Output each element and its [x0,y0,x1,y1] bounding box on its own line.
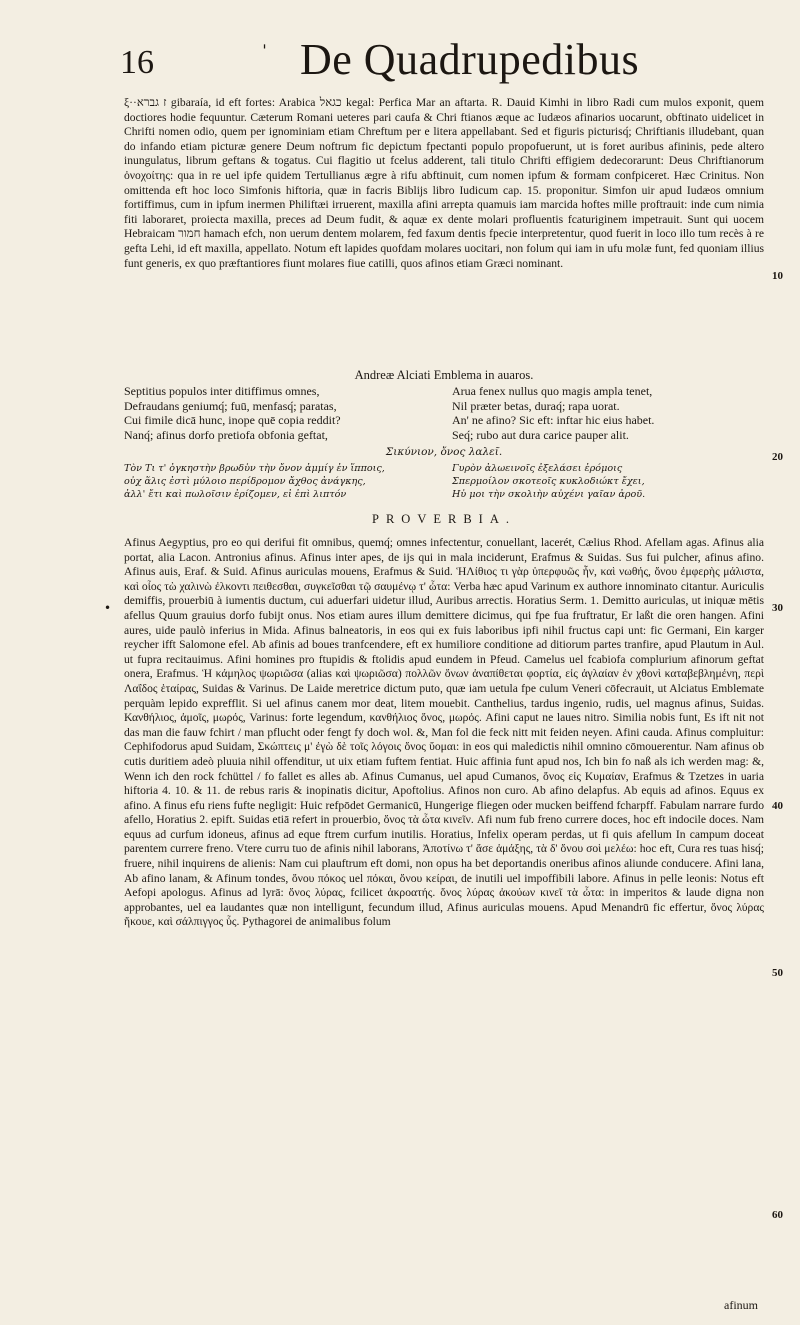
greek-verse-line [124,462,764,475]
running-title: De Quadrupedibus [300,35,640,84]
greek-verse-line-right: Σπερμοίλον σκοτεοῖς κυκλοδιώκτ ἔχει, [452,476,645,487]
proverbia-paragraph [124,536,764,930]
greek-verse-line [124,475,764,488]
latin-verse-line-right: An' ne afino? Sic eft: inftar hic eius habet. [452,413,655,428]
greek-heading: Σικύνιον, ὄνος λαλεῖ. [385,446,503,458]
page-header [120,34,780,94]
latin-verse-line-right: Seq́; rubo aut dura carice pauper alit. [452,427,629,442]
latin-verse-line-left: Septitius populos inter ditiffimus omnes, [124,384,320,398]
greek-verse-line-left: οὐχ ἅλις ἐστὶ μύλοιο περίδρομον ἄχθος ἀνάγκης, [124,476,366,487]
margin-line-number: 30 [772,602,783,614]
margin-line-number: 60 [772,1209,783,1221]
latin-verse-line [124,428,764,443]
latin-verse-line [124,384,764,399]
header-ornament: ˈ [262,42,267,63]
latin-verse-line-right: Nil præter betas, duraq́; rapa uorat. [452,398,620,413]
greek-verse-line-left: ἀλλ' ἔτι καὶ πωλοῖσιν ἐρίζομεν, εἰ ἐπὶ λιπτόν [124,489,347,500]
latin-verse-line-left: Defraudans geniumq́; fuū, menfasq́; paratas, [124,398,337,413]
page-number: 16 [120,44,154,81]
margin-line-number: 40 [772,800,783,812]
margin-line-number: 50 [772,967,783,979]
margin-bullet: • [104,601,112,615]
intro-paragraph [124,96,764,271]
section-heading-proverbia: PROVERBIA. [372,512,516,526]
latin-verse-line-left: Cui fimile dicā hunc, inope quē copia reddit? [124,413,341,428]
greek-verse-line-right: Ηὐ μοι τὴν σκολιὴν αὐχένι γαῖαν ἀροῦ. [452,489,646,500]
latin-verse-line-left: Nanq́; afinus dorfo pretiofa obfonia geftat, [124,427,328,442]
intro-text: ξ··ז גברא gibaraía, id eft fortes: Arabica כגאל kegal: Perfica Mar an aftarta. R. Dauid Kimhi in libro Radi cum mulos exponit, quem doctiores hodie fequuntur. Cæterum Romani ueteres pari caufa & Chri ftianos æque ac Iudæos afinarios uocarunt, obftinato uidelicet in Chrifti nomen odio, quem per ignominiam etiam Chreftum per e litera appellabant. Sed et figuris picturisq́; Chriftianis illudebant, quan do infando etiam picturæ genere Deum noftrum fic depictum fpectanti populo propofuerunt, ut is foret auribus afininis, pede altero inungulatus, librum geftans & togatus. Cui flagitio ut fcelus adderent, tali titulo Chrifti effigiem dedecorarunt: Deus Chriftianorum ὀνοχοίτης: qua in re uel ipfe quidem Tertullianus ægre à rifu abftinuit, cum nomen ipfum & formam confpiceret. Hæc Crinitus. Non omittenda eft hoc loco Simfonis hiftoria, quæ in facris Biblijs libro Iudicum cap. 15. proponitur. Simfon uir apud Iudæos omnium fortiffimus, cum in ipfum inermen Philiftæi irruerent, maxilla afini arrepta quamuis iam marcida hoftes mille proftrauit: inde cum nimia fiti laboraret, proiecta maxilla, preces ad Deum fudit, & aquæ ex dente molari profluentis fcaturiginem impetrauit. Sunt qui uocem Hebraicam חמור hamach efch, non uerum dentem molarem, fed faxum dentis fpecie interpretentur, quod fuerit in loco illo tum recès à re gefta Lehi, id eft maxilla, appellato. Notum eft lapides quofdam molares uocitari, non folum qui iam in ufu molæ funt, fed quoniam illius funt generis, ex quo præftantiores fiunt molares fiue catilli, quos afinos etiam Græci nominant. [124,96,764,270]
margin-line-number: 10 [772,270,783,282]
greek-verse [124,462,764,501]
emblem-heading: Andreæ Alciati Emblema in auaros. [354,368,534,382]
greek-verse-line-left: Τὸν Τι τ' ὀγκηστὴν βρωδὑν τὴν ὄνον ἀμμίγ ἐν ἵπποις, [124,463,385,474]
margin-line-number: 20 [772,451,783,463]
greek-verse-line [124,488,764,501]
proverbia-text: Afinus Aegyptius, pro eo qui derifui fit omnibus, quemq́; omnes infectentur, conuellant, lacerét, Cælius Rhod. Afellam agas. Afinus alia portat, alia Lacon. Antronius afinus. Afinus inter apes, de ijs qui in mala inciderunt, Erafmus & Suidas. Sus fui pulcher, afinus afino. Afinus auis, Eraf. & Suid. Afinus auriculas mouens, Erafmus & Suid. ἩΛίθιος τι γὰρ ὑπερφυῶς ἦν, καὶ νωθής, ὄνου ἐμφερὴς μάλιστα, καὶ οἷος τὼ χαλινὼ ἐλκοντι πειθεσθαι, συγκεῖσθαι τῷ σαυμένῳ τ' ὦτα: Verba hæc apud Varinum ex authore innominato citantur. Auriculis demiffis, prouerbiū à iumentis ductum, cui aduerfari uidetur illud, Auribus arrectis. Horatius Serm. 1. Demitto auriculas, ut iniquæ mētis afellus Quum grauius dorfo fubijt onus. Nos etiam aures illum demittere dicimus, qui fpe fua fruftratur, Er laßt die oren hangen. Afini aures, uide paulò inferius in Mida. Afinus balneatoris, in eos qui ex fuis laboribus ipfi nihil fructus capi unt: fic Germani, Ein karger reycher ifft Salomone efel. Ab afinis ad boues tranfcendere, eft ex humiliore conditione ad ditiorum partes tranfire, apud Plautum in Aul. ut fupra recitauimus. Afini homines pro ftupidis & ftolidis apud eundem in Pfeud. Camelus uel fcabiofa complurium afinorum geftat onera, Erafmus. Ἡ κάμηλος ψωριῶσα (alias καὶ ψωριῶσα) πολλῶν ὄνων ἀναπίθεται φορτία, εἰς ἀγλαίαν ἐν χθονὶ καταβεβλημένη, περὶ Λαΐδος ἑταίρας, Suidas & Varinus. De Laide meretrice dictum puto, quæ iam uetula fpe culum Veneri cōfecrauit, ut Alciatus Emblemate perquàm lepido exprefflit. Si uel afinus canem mor deat, litem mouebit. Canthelius, tardus ingenio, rudis, uel magnus afinus, Suidas. Κανθήλιος, ἀμοῖς, μωρός, Varinus: forte legendum, κανθήλιος ὄνος, μωρός. Afini caput ne laues nitro. Similia nobis funt, Es ift nit not das man die fauw fchirt / man pflucht oder fengt fy doch wol. &, Man fol die feck nitt mit feiden neyen. Afini cauda. Afinus compluitur: Cephifodorus apud Suidam, Σκώπτεις μ' ἐγὼ δὲ τοῖς λόγοις ὄνος ὕομαι: in eos qui maledictis nihil omnino cōmouerentur. Nam afinus ob cutis duritiem adeò pluuia nihil offenditur, ut uix etiam fuftem fentiat. Huic affinia funt apud nos, Ich bin fo naß als ich werden mag: &, Wenn ich den rock fchüttel / fo fallet es alles ab. Afinus Cumanus, uel apud Cumanos, ὄνος εἰς Κυμαίαν, Erafmus & Tzetzes in uaria hiftoria 4. 10. & 11. de rebus raris & inopinatis dicitur, Apoftolius. Afinos non curo. Ab afino delapfus. Ab equis ad afinos. Equus ex afino. A finus efu riens fufte negligit: Huic refpōdet Germanicū, Hungerige fliegen oder mucken beiffend fcharpff. Fabulam narrare furdo afello, Horatius 2. epift. Suidas etiā refert in prouerbio, ὄνος τὰ ὦτα κινεῖν. Afi num fub freno currere doces, hoc eft indocile doces. Nam equus ad curfum idoneus, afinus ad eque ftrem curfum inutilis. Horatius, Infelix operam perdas, ut fi quis afellum In campum doceat parentem currere freno. Vtere curru tuo de afinis nihil laborans, Ἀποτίνω τ' ἅσε ἀμάξης, τὰ δ' ὄνου σοὶ μελέω: hoc eft, Cura res tuas hisq́; fruere, nihil inquirens de alienis: Nam cui plauftrum eft domi, non opus ha bet deportandis oneribus afinos aliunde conducere. Afini lana, Ab afino lanam, & Afinum tondes, ὄνου πόκος uel πόκαι, ὄνου κείραι, de inutili uel impoffibili labore. Afinus in pelle leonis: Notus eft Aefopi apologus. Afinus ad lyrā: ὄνος λύρας, fcilicet ἀκροατής. ὄνος λύρας ἀκούων κινεῖ τὰ ὦτα: in imperitos & laude digna non approbantes, uel ea laudantes quæ non intelligunt, fecundum illud, Afinus auriculas mouens. Apud Menandrū fic effertur, ὄνος λύρας ἤκουε, καὶ σάλπιγγος ὗς. Pythagorei de animalibus folum [124,536,764,929]
latin-verse-line-right: Arua fenex nullus quo magis ampla tenet, [452,384,653,398]
latin-verse-line [124,413,764,428]
catchword: afinum [724,1298,758,1312]
latin-verse-line [124,399,764,414]
latin-verse [124,384,764,442]
greek-verse-line-right: Γυρὸν ἀλωεινοῖς ἐξελάσει ἐρόμοις [452,463,623,474]
